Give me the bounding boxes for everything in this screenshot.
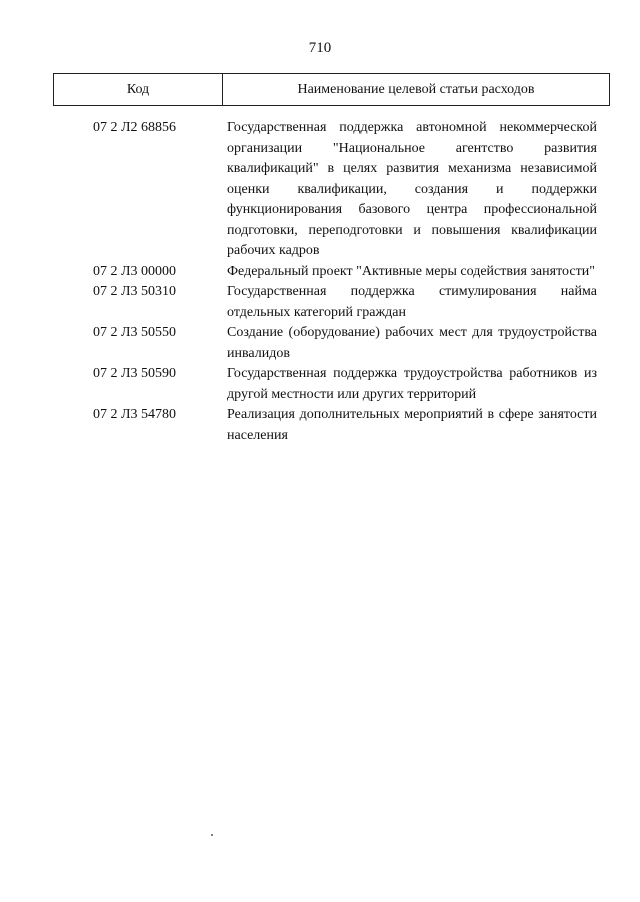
row-name: Реализация дополнительных мероприятий в сфере занятости населения (227, 407, 597, 443)
table-row (53, 405, 610, 446)
row-code: 07 2 Л3 54780 (93, 407, 176, 422)
row-name: Государственная поддержка трудоустройства работников из другой местности или других территорий (227, 366, 597, 402)
table-row (53, 282, 610, 323)
page-number: 710 (308, 40, 332, 56)
header-code: Код (54, 74, 223, 105)
row-code: 07 2 Л3 50310 (93, 284, 176, 299)
row-name: Государственная поддержка автономной некоммерческой организации "Национальное агентство развития квалификаций" в целях развития механизма независимой оценки квалификации, создания и поддержки функционирования базового центра профессиональной подготовки, переподготовки и повышения квалификации рабочих кадров (227, 120, 597, 258)
row-code: 07 2 Л2 68856 (93, 120, 176, 135)
table-body (53, 118, 610, 446)
row-name: Федеральный проект "Активные меры содействия занятости" (227, 263, 595, 279)
scan-speck (211, 834, 213, 836)
table-header (53, 73, 610, 106)
table-row (53, 364, 610, 405)
row-name: Государственная поддержка стимулирования найма отдельных категорий граждан (227, 284, 597, 320)
row-code: 07 2 Л3 50550 (93, 325, 176, 340)
header-name: Наименование целевой статьи расходов (297, 81, 535, 97)
table-row (53, 118, 610, 262)
table-row (53, 262, 610, 283)
table-row (53, 323, 610, 364)
row-name: Создание (оборудование) рабочих мест для трудоустройства инвалидов (227, 325, 597, 361)
row-code: 07 2 Л3 00000 (93, 263, 176, 279)
row-code: 07 2 Л3 50590 (93, 366, 176, 381)
